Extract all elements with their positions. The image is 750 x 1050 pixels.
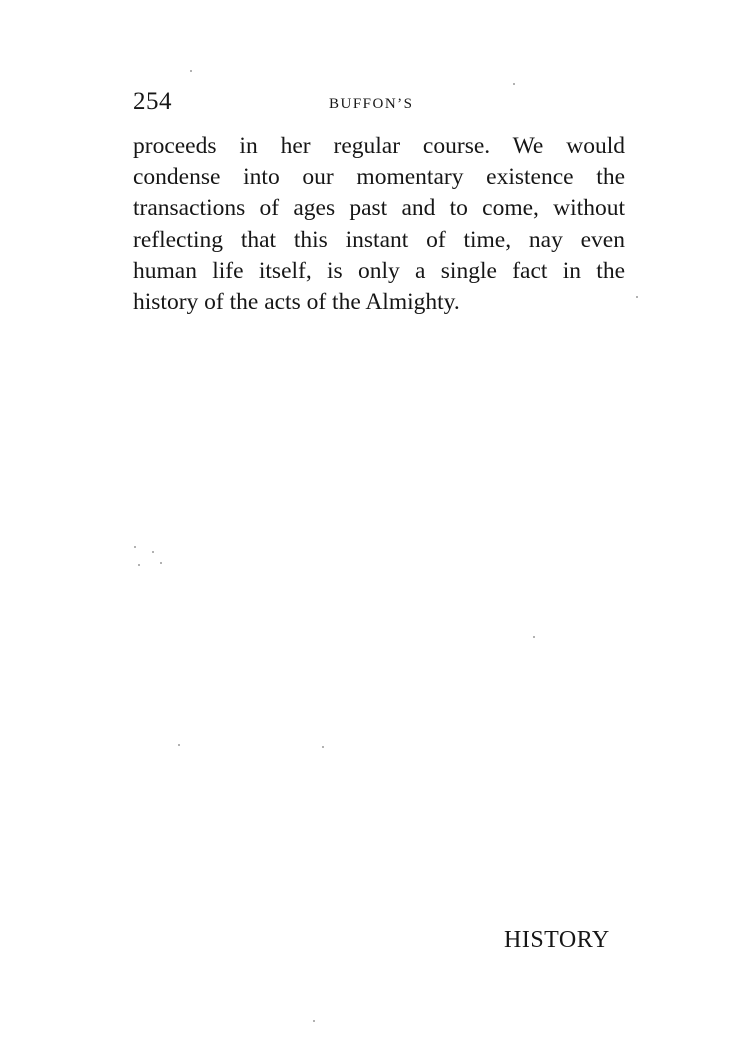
scan-speck	[160, 562, 162, 564]
scan-speck	[513, 83, 515, 85]
scan-speck	[134, 546, 136, 548]
scan-speck	[313, 1020, 315, 1022]
text-line: reflecting that this instant of time, nay even	[133, 226, 625, 253]
text-line: condense into our momentary existence the	[133, 164, 625, 191]
scan-speck	[152, 551, 154, 553]
scan-speck	[533, 636, 535, 638]
running-head	[133, 84, 625, 120]
scan-speck	[138, 564, 140, 566]
body-paragraph	[133, 131, 625, 318]
text-line: transactions of ages past and to come, without	[133, 195, 625, 222]
scan-speck	[190, 70, 192, 72]
scan-speck	[636, 296, 638, 298]
scan-speck	[178, 744, 180, 746]
running-title: BUFFON’S	[329, 96, 414, 112]
catchword: HISTORY	[504, 927, 610, 953]
text-line: history of the acts of the Almighty.	[133, 289, 460, 316]
page-number: 254	[133, 88, 172, 115]
text-line: human life itself, is only a single fact in the	[133, 257, 625, 284]
text-line: proceeds in her regular course. We would	[133, 133, 625, 159]
scan-speck	[322, 746, 324, 748]
